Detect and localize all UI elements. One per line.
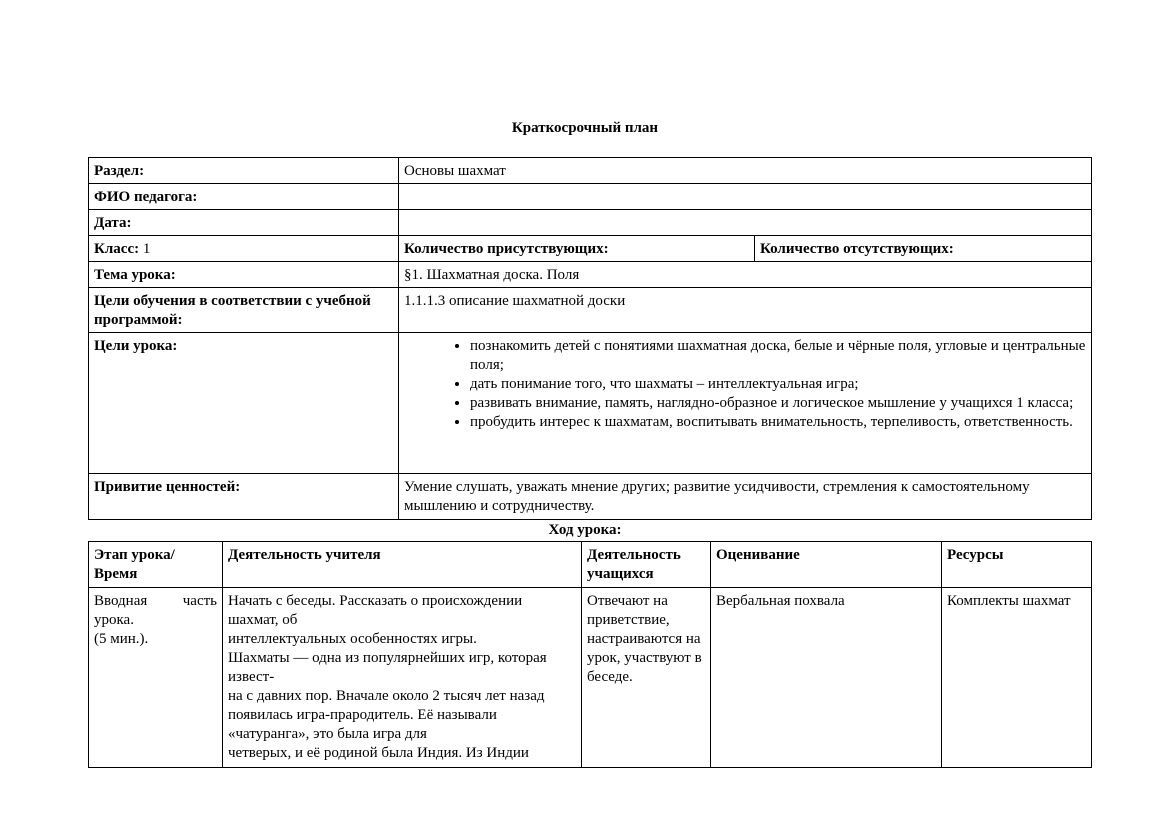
lesson-goals-list — [404, 337, 1086, 432]
list-item: • пробудить интерес к шахматам, воспитывать внимательность, терпеливость, ответственность. — [470, 413, 1086, 432]
list-item: • развивать внимание, память, наглядно-образное и логическое мышление у учащихся 1 класса; — [470, 394, 1086, 413]
lesson-plan-table — [88, 541, 1092, 768]
values-label: Привитие ценностей: — [89, 474, 399, 520]
section-row — [89, 158, 1092, 184]
stage-line: урока. — [94, 612, 134, 628]
lesson-goals-label: Цели урока: — [89, 333, 399, 474]
class-value: 1 — [139, 241, 151, 257]
stage-time: (5 мин.). — [94, 631, 149, 647]
header-resources: Ресурсы — [942, 542, 1092, 588]
lesson-progress-heading: Ход урока: — [548, 522, 622, 538]
stage-cell — [89, 588, 223, 768]
absent-count-label: Количество отсутствующих: — [755, 236, 1092, 262]
date-row — [89, 210, 1092, 236]
teacher-line: Шахматы — одна из популярнейших игр, которая извест- — [228, 650, 547, 685]
document-title: Краткосрочный план — [511, 120, 659, 136]
lesson-info-table — [88, 157, 1092, 520]
date-label: Дата: — [89, 210, 399, 236]
teacher-row — [89, 184, 1092, 210]
objectives-row — [89, 288, 1092, 333]
date-value — [399, 210, 1092, 236]
teacher-value — [399, 184, 1092, 210]
list-item: • познакомить детей с понятиями шахматная доска, белые и чёрные поля, угловые и центральные поля; — [470, 337, 1086, 375]
values-value: Умение слушать, уважать мнение других; развитие усидчивости, стремления к самостоятельному мышлению и сотрудничеству. — [399, 474, 1092, 520]
header-stage: Этап урока/ Время — [89, 542, 223, 588]
teacher-label: ФИО педагога: — [89, 184, 399, 210]
assessment-cell: Вербальная похвала — [711, 588, 942, 768]
header-teacher-activity: Деятельность учителя — [223, 542, 582, 588]
class-row — [89, 236, 1092, 262]
teacher-line: интеллектуальных особенностях игры. — [228, 631, 477, 647]
topic-value: §1. Шахматная доска. Поля — [399, 262, 1092, 288]
table-header-row — [89, 542, 1092, 588]
teacher-line: четверых, и её родиной была Индия. Из Индии — [228, 745, 529, 761]
class-cell: Класс: 1 — [89, 236, 399, 262]
stage-line: Вводная часть — [94, 593, 217, 609]
values-row — [89, 474, 1092, 520]
table-row — [89, 588, 1092, 768]
section-value: Основы шахмат — [399, 158, 1092, 184]
objectives-value: 1.1.1.3 описание шахматной доски — [399, 288, 1092, 333]
section-label: Раздел: — [89, 158, 399, 184]
topic-label: Тема урока: — [89, 262, 399, 288]
resources-cell: Комплекты шахмат — [942, 588, 1092, 768]
lesson-goals-row — [89, 333, 1092, 474]
list-item: • дать понимание того, что шахматы – интеллектуальная игра; — [470, 375, 1086, 394]
teacher-line: на с давних пор. Вначале около 2 тысяч лет назад появилась игра-прародитель. Её называли «чатуранга», это была игра для — [228, 688, 545, 742]
header-student-activity: Деятельность учащихся — [582, 542, 711, 588]
student-activity-cell: Отвечают на приветствие, настраиваются на урок, участвуют в беседе. — [582, 588, 711, 768]
lesson-goals-cell — [399, 333, 1092, 474]
present-count-label: Количество присутствующих: — [399, 236, 755, 262]
header-assessment: Оценивание — [711, 542, 942, 588]
topic-row — [89, 262, 1092, 288]
teacher-line: Начать с беседы. Рассказать о происхождении шахмат, об — [228, 593, 523, 628]
teacher-activity-cell — [223, 588, 582, 768]
objectives-label: Цели обучения в соответствии с учебной программой: — [89, 288, 399, 333]
